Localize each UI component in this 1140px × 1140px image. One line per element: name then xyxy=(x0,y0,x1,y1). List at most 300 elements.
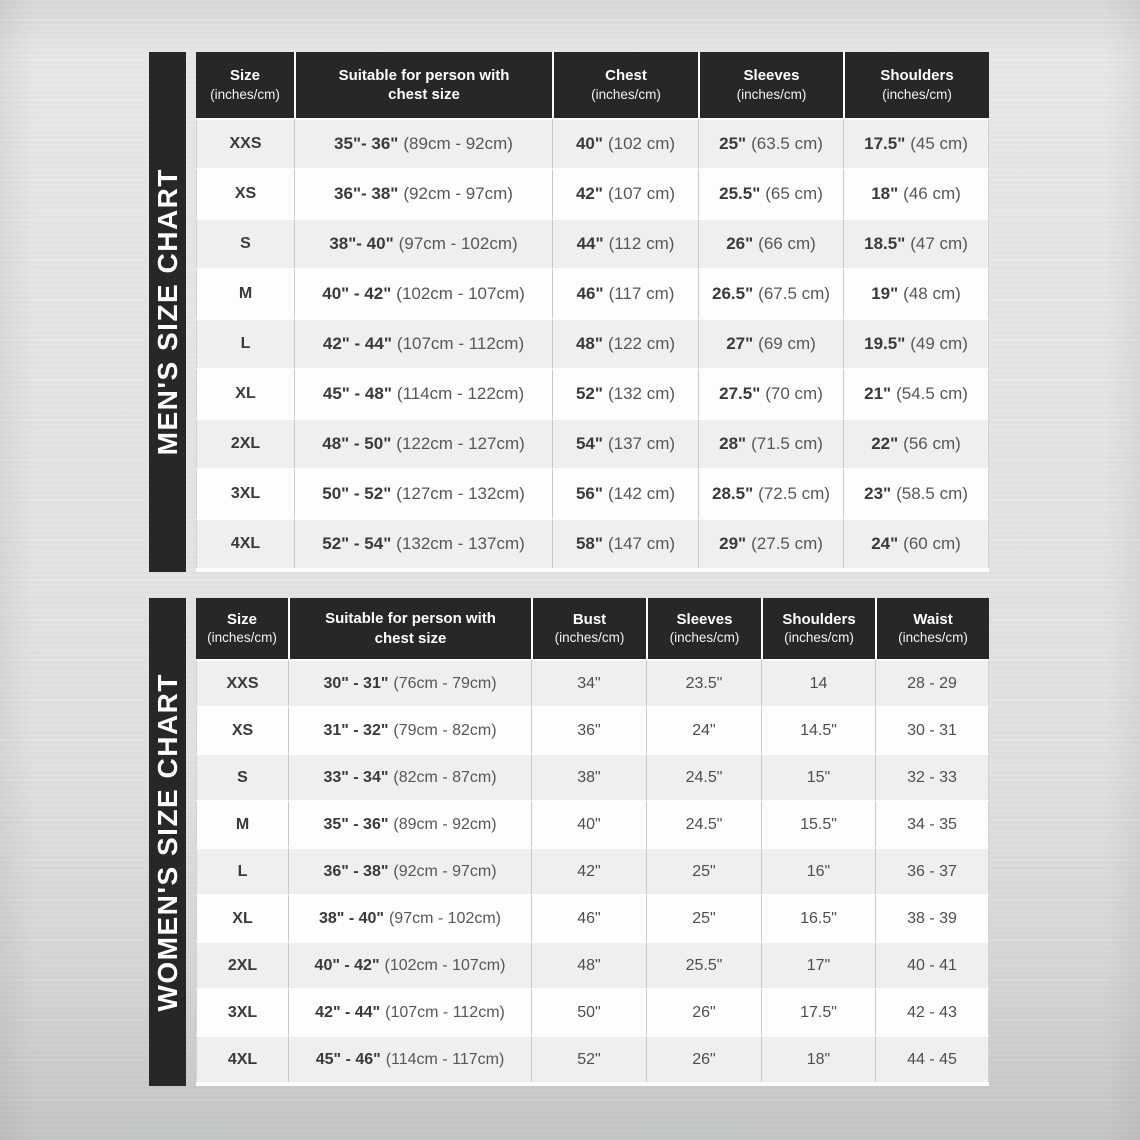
sleeves-cm-value: (63.5 cm) xyxy=(751,134,823,153)
shoulders-value: 17.5" xyxy=(800,1003,837,1021)
cell-fit xyxy=(294,418,552,468)
cell-bust xyxy=(531,753,646,800)
shoulders-value: 15.5" xyxy=(800,815,837,833)
sleeves-cm-value: (67.5 cm) xyxy=(758,284,830,303)
table-row xyxy=(196,988,989,1035)
size-value: XL xyxy=(235,385,256,402)
shoulders-cm-value: (48 cm) xyxy=(903,284,961,303)
cell-sleeves xyxy=(698,268,843,318)
chest-inches-value: 42" xyxy=(575,184,603,203)
sleeves-cm-value: (66 cm) xyxy=(758,234,816,253)
cell-chest xyxy=(552,418,698,468)
cell-bust xyxy=(531,894,646,941)
table-row xyxy=(196,800,989,847)
womens-size-table xyxy=(196,598,989,1086)
header-unit: (inches/cm) xyxy=(736,86,807,102)
cell-fit xyxy=(288,800,531,847)
sleeves-inches-value: 28.5" xyxy=(712,484,754,503)
fit-inches-value: 30" - 31" xyxy=(323,674,389,692)
cell-size xyxy=(196,988,288,1035)
bust-value: 52" xyxy=(577,1050,601,1068)
cell-fit xyxy=(294,218,552,268)
table-header-cell xyxy=(552,52,698,118)
cell-fit xyxy=(288,706,531,753)
chest-cm-value: (102 cm) xyxy=(607,134,676,153)
size-value: 4XL xyxy=(230,535,261,552)
cell-sleeves xyxy=(698,468,843,518)
cell-shoulders xyxy=(761,894,875,941)
cell-fit xyxy=(294,168,552,218)
cell-size xyxy=(196,468,294,518)
cell-waist xyxy=(875,1035,989,1082)
womens-table-body xyxy=(196,659,989,1086)
table-row xyxy=(196,318,989,368)
cell-chest xyxy=(552,168,698,218)
cell-sleeves xyxy=(646,941,761,988)
sleeves-inches-value: 29" xyxy=(719,534,747,553)
fit-cm-value: (89cm - 92cm) xyxy=(403,134,513,153)
fit-cm-value: (127cm - 132cm) xyxy=(396,484,525,503)
cell-fit xyxy=(294,268,552,318)
cell-shoulders xyxy=(761,800,875,847)
cell-shoulders xyxy=(761,753,875,800)
cell-sleeves xyxy=(698,118,843,168)
cell-fit xyxy=(294,318,552,368)
cell-shoulders xyxy=(843,218,989,268)
bust-value: 34" xyxy=(577,674,601,692)
shoulders-value: 17" xyxy=(806,956,831,974)
cell-size xyxy=(196,418,294,468)
fit-cm-value: (102cm - 107cm) xyxy=(384,956,506,974)
mens-table-body xyxy=(196,118,989,572)
cell-size xyxy=(196,800,288,847)
sleeves-value: 26" xyxy=(692,1003,716,1021)
fit-inches-value: 40" - 42" xyxy=(322,284,392,303)
table-header-cell xyxy=(761,598,875,659)
fit-inches-value: 50" - 52" xyxy=(322,484,392,503)
fit-inches-value: 45" - 46" xyxy=(315,1050,381,1068)
header-unit: (inches/cm) xyxy=(898,630,968,646)
fit-cm-value: (97cm - 102cm) xyxy=(398,234,518,253)
waist-value: 42 - 43 xyxy=(907,1003,957,1021)
chest-cm-value: (112 cm) xyxy=(608,234,675,253)
cell-bust xyxy=(531,1035,646,1082)
bust-value: 42" xyxy=(577,862,601,880)
cell-fit xyxy=(288,659,531,706)
size-value: 3XL xyxy=(227,1003,258,1021)
cell-sleeves xyxy=(646,1035,761,1082)
fit-inches-value: 35"- 36" xyxy=(334,134,399,153)
bust-value: 38" xyxy=(577,768,601,786)
cell-sleeves xyxy=(646,800,761,847)
table-row xyxy=(196,706,989,753)
mens-chart-title: MEN'S SIZE CHART xyxy=(151,168,183,456)
chest-inches-value: 52" xyxy=(575,384,603,403)
waist-value: 32 - 33 xyxy=(907,768,957,786)
waist-value: 40 - 41 xyxy=(907,956,957,974)
cell-bust xyxy=(531,941,646,988)
size-value: XL xyxy=(232,909,253,927)
cell-chest xyxy=(552,268,698,318)
sleeves-value: 24.5" xyxy=(685,815,723,833)
shoulders-cm-value: (54.5 cm) xyxy=(896,384,968,403)
cell-sleeves xyxy=(698,418,843,468)
cell-shoulders xyxy=(761,847,875,894)
cell-chest xyxy=(552,318,698,368)
fit-cm-value: (89cm - 92cm) xyxy=(393,815,497,833)
header-unit: (inches/cm) xyxy=(591,86,661,102)
chest-inches-value: 56" xyxy=(575,484,603,503)
waist-value: 38 - 39 xyxy=(907,909,957,927)
cell-shoulders xyxy=(843,468,989,518)
waist-value: 44 - 45 xyxy=(907,1050,957,1068)
cell-bust xyxy=(531,659,646,706)
chest-cm-value: (137 cm) xyxy=(607,434,676,453)
shoulders-inches-value: 18" xyxy=(871,184,899,203)
cell-shoulders xyxy=(843,118,989,168)
cell-waist xyxy=(875,753,989,800)
cell-sleeves xyxy=(698,168,843,218)
size-value: XXS xyxy=(226,674,259,692)
fit-inches-value: 36"- 38" xyxy=(334,184,399,203)
header-title: Chest xyxy=(605,67,647,85)
bust-value: 46" xyxy=(577,909,601,927)
cell-sleeves xyxy=(698,318,843,368)
table-row xyxy=(196,659,989,706)
cell-size xyxy=(196,368,294,418)
cell-size xyxy=(196,268,294,318)
shoulders-cm-value: (45 cm) xyxy=(910,134,968,153)
sleeves-inches-value: 26.5" xyxy=(712,284,754,303)
mens-size-chart-section xyxy=(149,52,989,572)
cell-size xyxy=(196,318,294,368)
fit-cm-value: (92cm - 97cm) xyxy=(393,862,497,880)
cell-size xyxy=(196,659,288,706)
cell-waist xyxy=(875,800,989,847)
shoulders-inches-value: 18.5" xyxy=(864,234,906,253)
table-row xyxy=(196,368,989,418)
shoulders-value: 15" xyxy=(806,768,831,786)
cell-shoulders xyxy=(761,941,875,988)
sleeves-cm-value: (69 cm) xyxy=(758,334,816,353)
cell-shoulders xyxy=(843,518,989,568)
header-unit: chest size xyxy=(374,629,447,647)
cell-chest xyxy=(552,218,698,268)
header-title: Shoulders xyxy=(782,610,856,628)
cell-size xyxy=(196,118,294,168)
table-header-cell xyxy=(196,52,294,118)
chest-inches-value: 48" xyxy=(575,334,603,353)
fit-cm-value: (122cm - 127cm) xyxy=(396,434,525,453)
size-value: 4XL xyxy=(227,1050,258,1068)
sleeves-value: 24" xyxy=(692,721,716,739)
womens-chart-sidebar xyxy=(149,598,186,1086)
cell-size xyxy=(196,1035,288,1082)
cell-sleeves xyxy=(646,988,761,1035)
size-value: L xyxy=(240,335,251,352)
header-title: Sleeves xyxy=(743,67,800,85)
shoulders-inches-value: 19" xyxy=(871,284,899,303)
cell-shoulders xyxy=(761,706,875,753)
cell-size xyxy=(196,218,294,268)
cell-sleeves xyxy=(698,368,843,418)
header-title: Sleeves xyxy=(676,610,733,628)
fit-inches-value: 42" - 44" xyxy=(315,1003,381,1021)
bust-value: 36" xyxy=(577,721,601,739)
cell-shoulders xyxy=(761,1035,875,1082)
sleeves-value: 24.5" xyxy=(685,768,723,786)
cell-waist xyxy=(875,706,989,753)
table-row xyxy=(196,468,989,518)
size-value: L xyxy=(237,862,248,880)
header-title: Shoulders xyxy=(880,67,954,85)
table-header-cell xyxy=(843,52,989,118)
table-row xyxy=(196,418,989,468)
waist-value: 28 - 29 xyxy=(907,674,957,692)
size-value: M xyxy=(235,815,250,833)
sleeves-cm-value: (70 cm) xyxy=(765,384,823,403)
bust-value: 40" xyxy=(577,815,601,833)
header-unit: (inches/cm) xyxy=(554,630,625,646)
fit-inches-value: 38"- 40" xyxy=(329,234,394,253)
table-header-cell xyxy=(698,52,843,118)
sleeves-value: 25.5" xyxy=(685,956,723,974)
chest-cm-value: (117 cm) xyxy=(608,284,675,303)
cell-fit xyxy=(288,988,531,1035)
cell-fit xyxy=(294,368,552,418)
size-value: 3XL xyxy=(230,485,261,502)
waist-value: 36 - 37 xyxy=(907,862,957,880)
cell-size xyxy=(196,753,288,800)
fit-cm-value: (92cm - 97cm) xyxy=(403,184,513,203)
header-title: Suitable for person with xyxy=(338,66,510,84)
fit-inches-value: 48" - 50" xyxy=(322,434,392,453)
sleeves-cm-value: (72.5 cm) xyxy=(758,484,830,503)
bust-value: 50" xyxy=(577,1003,601,1021)
chest-inches-value: 46" xyxy=(576,284,604,303)
fit-cm-value: (82cm - 87cm) xyxy=(393,768,497,786)
fit-inches-value: 38" - 40" xyxy=(318,909,384,927)
size-value: S xyxy=(237,768,248,786)
chest-inches-value: 44" xyxy=(576,234,604,253)
shoulders-cm-value: (60 cm) xyxy=(903,534,961,553)
bust-value: 48" xyxy=(577,956,601,974)
sleeves-cm-value: (71.5 cm) xyxy=(751,434,823,453)
header-unit: (inches/cm) xyxy=(882,86,952,102)
size-value: XS xyxy=(234,185,257,202)
cell-fit xyxy=(294,118,552,168)
cell-bust xyxy=(531,847,646,894)
cell-shoulders xyxy=(843,268,989,318)
size-value: M xyxy=(238,285,253,302)
header-title: Bust xyxy=(572,610,607,628)
shoulders-inches-value: 23" xyxy=(864,484,892,503)
shoulders-cm-value: (56 cm) xyxy=(903,434,961,453)
cell-sleeves xyxy=(698,218,843,268)
table-row xyxy=(196,268,989,318)
size-value: XXS xyxy=(229,135,262,152)
fit-cm-value: (107cm - 112cm) xyxy=(385,1003,505,1021)
fit-inches-value: 33" - 34" xyxy=(323,768,389,786)
fit-inches-value: 36" - 38" xyxy=(323,862,389,880)
mens-size-table xyxy=(196,52,989,572)
sleeves-value: 26" xyxy=(692,1050,716,1068)
cell-sleeves xyxy=(646,659,761,706)
header-unit: (inches/cm) xyxy=(207,630,277,646)
cell-sleeves xyxy=(646,753,761,800)
shoulders-inches-value: 22" xyxy=(871,434,899,453)
chest-inches-value: 54" xyxy=(575,434,603,453)
cell-fit xyxy=(288,847,531,894)
chest-inches-value: 40" xyxy=(575,134,603,153)
cell-fit xyxy=(294,518,552,568)
shoulders-cm-value: (46 cm) xyxy=(903,184,961,203)
cell-waist xyxy=(875,894,989,941)
sleeves-inches-value: 28" xyxy=(719,434,747,453)
shoulders-cm-value: (58.5 cm) xyxy=(896,484,968,503)
cell-shoulders xyxy=(843,318,989,368)
cell-chest xyxy=(552,118,698,168)
header-title: Size xyxy=(226,610,257,628)
table-header-cell xyxy=(196,598,288,659)
waist-value: 30 - 31 xyxy=(907,721,957,739)
cell-sleeves xyxy=(646,894,761,941)
cell-waist xyxy=(875,659,989,706)
fit-inches-value: 35" - 36" xyxy=(323,815,389,833)
fit-inches-value: 45" - 48" xyxy=(322,384,392,403)
sleeves-inches-value: 26" xyxy=(726,234,754,253)
size-value: 2XL xyxy=(227,956,258,974)
header-title: Waist xyxy=(913,610,953,628)
table-header-cell xyxy=(531,598,646,659)
table-header-cell xyxy=(288,598,531,659)
header-unit: (inches/cm) xyxy=(210,86,280,102)
cell-fit xyxy=(288,894,531,941)
sleeves-inches-value: 25" xyxy=(719,134,747,153)
fit-cm-value: (132cm - 137cm) xyxy=(396,534,525,553)
shoulders-value: 18" xyxy=(806,1050,831,1068)
cell-waist xyxy=(875,988,989,1035)
mens-chart-sidebar xyxy=(149,52,186,572)
chest-cm-value: (142 cm) xyxy=(607,484,676,503)
table-row xyxy=(196,518,989,568)
chest-cm-value: (132 cm) xyxy=(607,384,676,403)
sleeves-inches-value: 25.5" xyxy=(719,184,761,203)
cell-size xyxy=(196,518,294,568)
cell-shoulders xyxy=(761,659,875,706)
womens-table-header-row xyxy=(196,598,989,659)
header-unit: chest size xyxy=(388,86,460,103)
sleeves-inches-value: 27.5" xyxy=(719,384,761,403)
shoulders-value: 14.5" xyxy=(800,721,837,739)
table-row xyxy=(196,847,989,894)
cell-size xyxy=(196,894,288,941)
fit-cm-value: (102cm - 107cm) xyxy=(396,284,525,303)
shoulders-value: 16.5" xyxy=(800,909,837,927)
table-row xyxy=(196,753,989,800)
size-value: S xyxy=(240,235,251,252)
table-row xyxy=(196,218,989,268)
chest-cm-value: (122 cm) xyxy=(607,334,676,353)
sleeves-cm-value: (65 cm) xyxy=(765,184,823,203)
womens-size-chart-section xyxy=(149,598,989,1086)
header-unit: (inches/cm) xyxy=(784,630,854,646)
cell-shoulders xyxy=(843,418,989,468)
sleeves-inches-value: 27" xyxy=(726,334,754,353)
shoulders-value: 16" xyxy=(806,862,831,880)
cell-shoulders xyxy=(761,988,875,1035)
table-header-cell xyxy=(646,598,761,659)
header-title: Size xyxy=(229,67,260,85)
cell-waist xyxy=(875,941,989,988)
cell-fit xyxy=(288,753,531,800)
cell-bust xyxy=(531,988,646,1035)
shoulders-value: 14 xyxy=(809,674,828,692)
shoulders-inches-value: 24" xyxy=(871,534,899,553)
shoulders-inches-value: 21" xyxy=(864,384,892,403)
mens-table-header-row xyxy=(196,52,989,118)
fit-cm-value: (114cm - 122cm) xyxy=(396,384,525,403)
cell-fit xyxy=(288,1035,531,1082)
cell-sleeves xyxy=(646,706,761,753)
table-row xyxy=(196,941,989,988)
fit-cm-value: (97cm - 102cm) xyxy=(388,909,501,927)
fit-inches-value: 31" - 32" xyxy=(323,721,389,739)
table-row xyxy=(196,168,989,218)
chest-inches-value: 58" xyxy=(575,534,603,553)
cell-chest xyxy=(552,368,698,418)
size-value: 2XL xyxy=(230,435,261,452)
sleeves-value: 25" xyxy=(692,909,716,927)
womens-chart-title: WOMEN'S SIZE CHART xyxy=(151,672,183,1012)
cell-size xyxy=(196,847,288,894)
fit-inches-value: 52" - 54" xyxy=(322,534,392,553)
table-header-cell xyxy=(875,598,989,659)
table-row xyxy=(196,118,989,168)
cell-fit xyxy=(288,941,531,988)
size-value: XS xyxy=(231,721,254,739)
cell-size xyxy=(196,706,288,753)
header-title: Suitable for person with xyxy=(325,610,496,627)
waist-value: 34 - 35 xyxy=(907,815,957,833)
fit-cm-value: (114cm - 117cm) xyxy=(385,1050,505,1068)
sleeves-value: 23.5" xyxy=(685,674,723,692)
cell-bust xyxy=(531,800,646,847)
fit-cm-value: (107cm - 112cm) xyxy=(396,334,525,353)
shoulders-cm-value: (49 cm) xyxy=(910,334,968,353)
chest-cm-value: (147 cm) xyxy=(607,534,676,553)
fit-inches-value: 40" - 42" xyxy=(314,956,380,974)
fit-cm-value: (76cm - 79cm) xyxy=(393,674,497,692)
cell-fit xyxy=(294,468,552,518)
cell-chest xyxy=(552,518,698,568)
fit-cm-value: (79cm - 82cm) xyxy=(393,721,497,739)
cell-chest xyxy=(552,468,698,518)
shoulders-inches-value: 19.5" xyxy=(864,334,906,353)
cell-sleeves xyxy=(646,847,761,894)
cell-sleeves xyxy=(698,518,843,568)
chest-cm-value: (107 cm) xyxy=(607,184,676,203)
cell-shoulders xyxy=(843,168,989,218)
sleeves-value: 25" xyxy=(692,862,716,880)
cell-bust xyxy=(531,706,646,753)
table-header-cell xyxy=(294,52,552,118)
fit-inches-value: 42" - 44" xyxy=(322,334,392,353)
sleeves-cm-value: (27.5 cm) xyxy=(751,534,823,553)
header-unit: (inches/cm) xyxy=(669,630,740,646)
table-row xyxy=(196,894,989,941)
cell-waist xyxy=(875,847,989,894)
